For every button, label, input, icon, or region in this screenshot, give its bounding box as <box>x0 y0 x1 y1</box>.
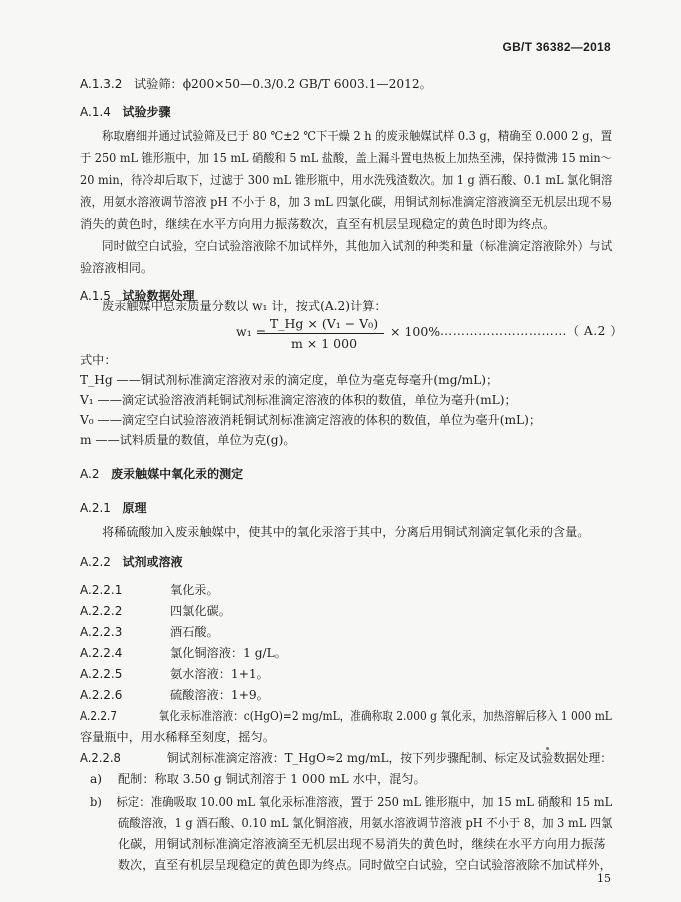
clause-text: 试验筛：ϕ200×50—0.3/0.2 GB/T 6003.1—2012。 <box>133 77 432 91</box>
formula-lhs: w₁ = <box>236 324 267 339</box>
paragraph-line: 容量瓶中，用水稀释至刻度，摇匀。 <box>80 730 275 744</box>
formula-intro-text: 废汞触媒中总汞质量分数以 w₁ 计，按式(A.2)计算： <box>102 299 387 313</box>
standard-number: GB/T 36382—2018 <box>502 40 611 54</box>
clause-number: A.1.3.2 <box>80 77 123 91</box>
paragraph-line: 20 min，待冷却后取下，过滤于 300 mL 锥形瓶中，用水洗残渣数次。加 1 g 酒石酸、0.1 mL 氯化铜溶 <box>80 173 613 187</box>
heading-a22 <box>80 554 183 570</box>
list-item: A.2.2.2 四氯化碳。 <box>80 604 231 618</box>
clause-a132 <box>80 76 432 92</box>
scan-speck <box>546 747 549 750</box>
variable-definition: V₀ ——滴定空白试验溶液消耗铜试剂标准滴定溶液的体积的数值，单位为毫升(mL)； <box>80 413 542 427</box>
clause-title: 废汞触媒中氧化汞的测定 <box>111 467 244 481</box>
sub-item-b: b) 标定：准确吸取 10.00 mL 氧化汞标准溶液，置于 250 mL 锥形瓶中，加 15 mL 硝酸和 15 mL <box>90 795 613 809</box>
heading-a2 <box>80 466 243 482</box>
list-item: A.2.2.1 氧化汞。 <box>80 583 219 597</box>
paragraph-line: 液，用氨水溶液调节溶液 pH 不小于 8，加 3 mL 四氯化碳，用铜试剂标准滴定溶液滴至无机层出现不易 <box>80 195 613 209</box>
clause-number: A.2.1 <box>80 501 111 515</box>
paragraph-line: 将稀硫酸加入废汞触媒中，使其中的氧化汞溶于其中，分离后用铜试剂滴定氧化汞的含量。 <box>102 525 590 539</box>
paragraph-line: 数次，直至有机层呈现稳定的黄色即为终点。同时做空白试验，空白试验溶液除不加试样外， <box>118 858 612 872</box>
formula-fraction <box>264 316 384 351</box>
clause-number: A.2 <box>80 467 100 481</box>
where-label: 式中： <box>80 353 117 367</box>
list-item: A.2.2.4 氯化铜溶液：1 g/L。 <box>80 646 287 660</box>
clause-title: 试验数据处理 <box>122 289 195 303</box>
paragraph-line: 于 250 mL 锥形瓶中，加 15 mL 硝酸和 5 mL 盐酸，盖上漏斗置电热板上加热至沸，保持微沸 15 min～ <box>80 151 612 165</box>
paragraph-line: 硫酸溶液，1 g 酒石酸、0.10 mL 氯化铜溶液，用氨水溶液调节溶液 pH 不小于 8，加 3 mL 四氯 <box>118 816 613 830</box>
heading-a21 <box>80 500 147 516</box>
list-item: A.2.2.6 硫酸溶液：1+9。 <box>80 688 269 702</box>
formula-denominator: m × 1 000 <box>290 336 358 351</box>
page-number: 15 <box>597 872 611 885</box>
list-item: A.2.2.3 酒石酸。 <box>80 625 219 639</box>
clause-number: A.1.4 <box>80 105 111 119</box>
heading-a14 <box>80 104 171 120</box>
clause-number: A.2.2 <box>80 555 111 569</box>
list-item: A.2.2.5 氨水溶液：1+1。 <box>80 667 269 681</box>
variable-definition: m ——试料质量的数值，单位为克(g)。 <box>80 433 296 447</box>
formula-tail: × 100% <box>390 324 441 339</box>
variable-definition: V₁ ——滴定试验溶液消耗铜试剂标准滴定溶液的体积的数值，单位为毫升(mL)； <box>80 393 517 407</box>
variable-definition: T_Hg ——铜试剂标准滴定溶液对汞的滴定度，单位为毫克每毫升(mg/mL)； <box>80 373 499 387</box>
clause-title: 试验步骤 <box>122 105 171 119</box>
clause-title: 试剂或溶液 <box>122 555 183 569</box>
paragraph-line: 验溶液相同。 <box>80 261 154 275</box>
sub-item-a: a) 配制：称取 3.50 g 铜试剂溶于 1 000 mL 水中，混匀。 <box>90 772 426 786</box>
formula-numerator: T_Hg × (V₁ − V₀) <box>269 316 379 331</box>
paragraph-line: 称取磨细并通过试验筛及已于 80 ℃±2 ℃下干燥 2 h 的废汞触媒试样 0.3 g，精确至 0.000 2 g，置 <box>102 129 613 143</box>
equation-reference: …………………………（ A.2 ） <box>440 324 623 338</box>
list-item: A.2.2.7 氧化汞标准溶液：c(HgO)=2 mg/mL，准确称取 2.000 g 氧化汞，加热溶解后移入 1 000 mL <box>80 709 612 723</box>
paragraph-line: 消失的黄色时，继续在水平方向用力振荡数次，直至有机层呈现稳定的黄色时即为终点。 <box>80 217 556 231</box>
clause-title: 原理 <box>122 501 147 515</box>
clause-number: A.1.5 <box>80 289 111 303</box>
paragraph-line: 同时做空白试验，空白试验溶液除不加试样外，其他加入试剂的种类和量（标准滴定溶液除外）与试 <box>102 239 613 253</box>
list-item: A.2.2.8 铜试剂标准滴定溶液：T_HgO≈2 mg/mL，按下列步骤配制、标定及试验数据处理： <box>80 751 613 765</box>
paragraph-line: 化碳，用铜试剂标准滴定溶液滴至无机层出现不易消失的黄色时，继续在水平方向用力振荡 <box>118 837 606 851</box>
